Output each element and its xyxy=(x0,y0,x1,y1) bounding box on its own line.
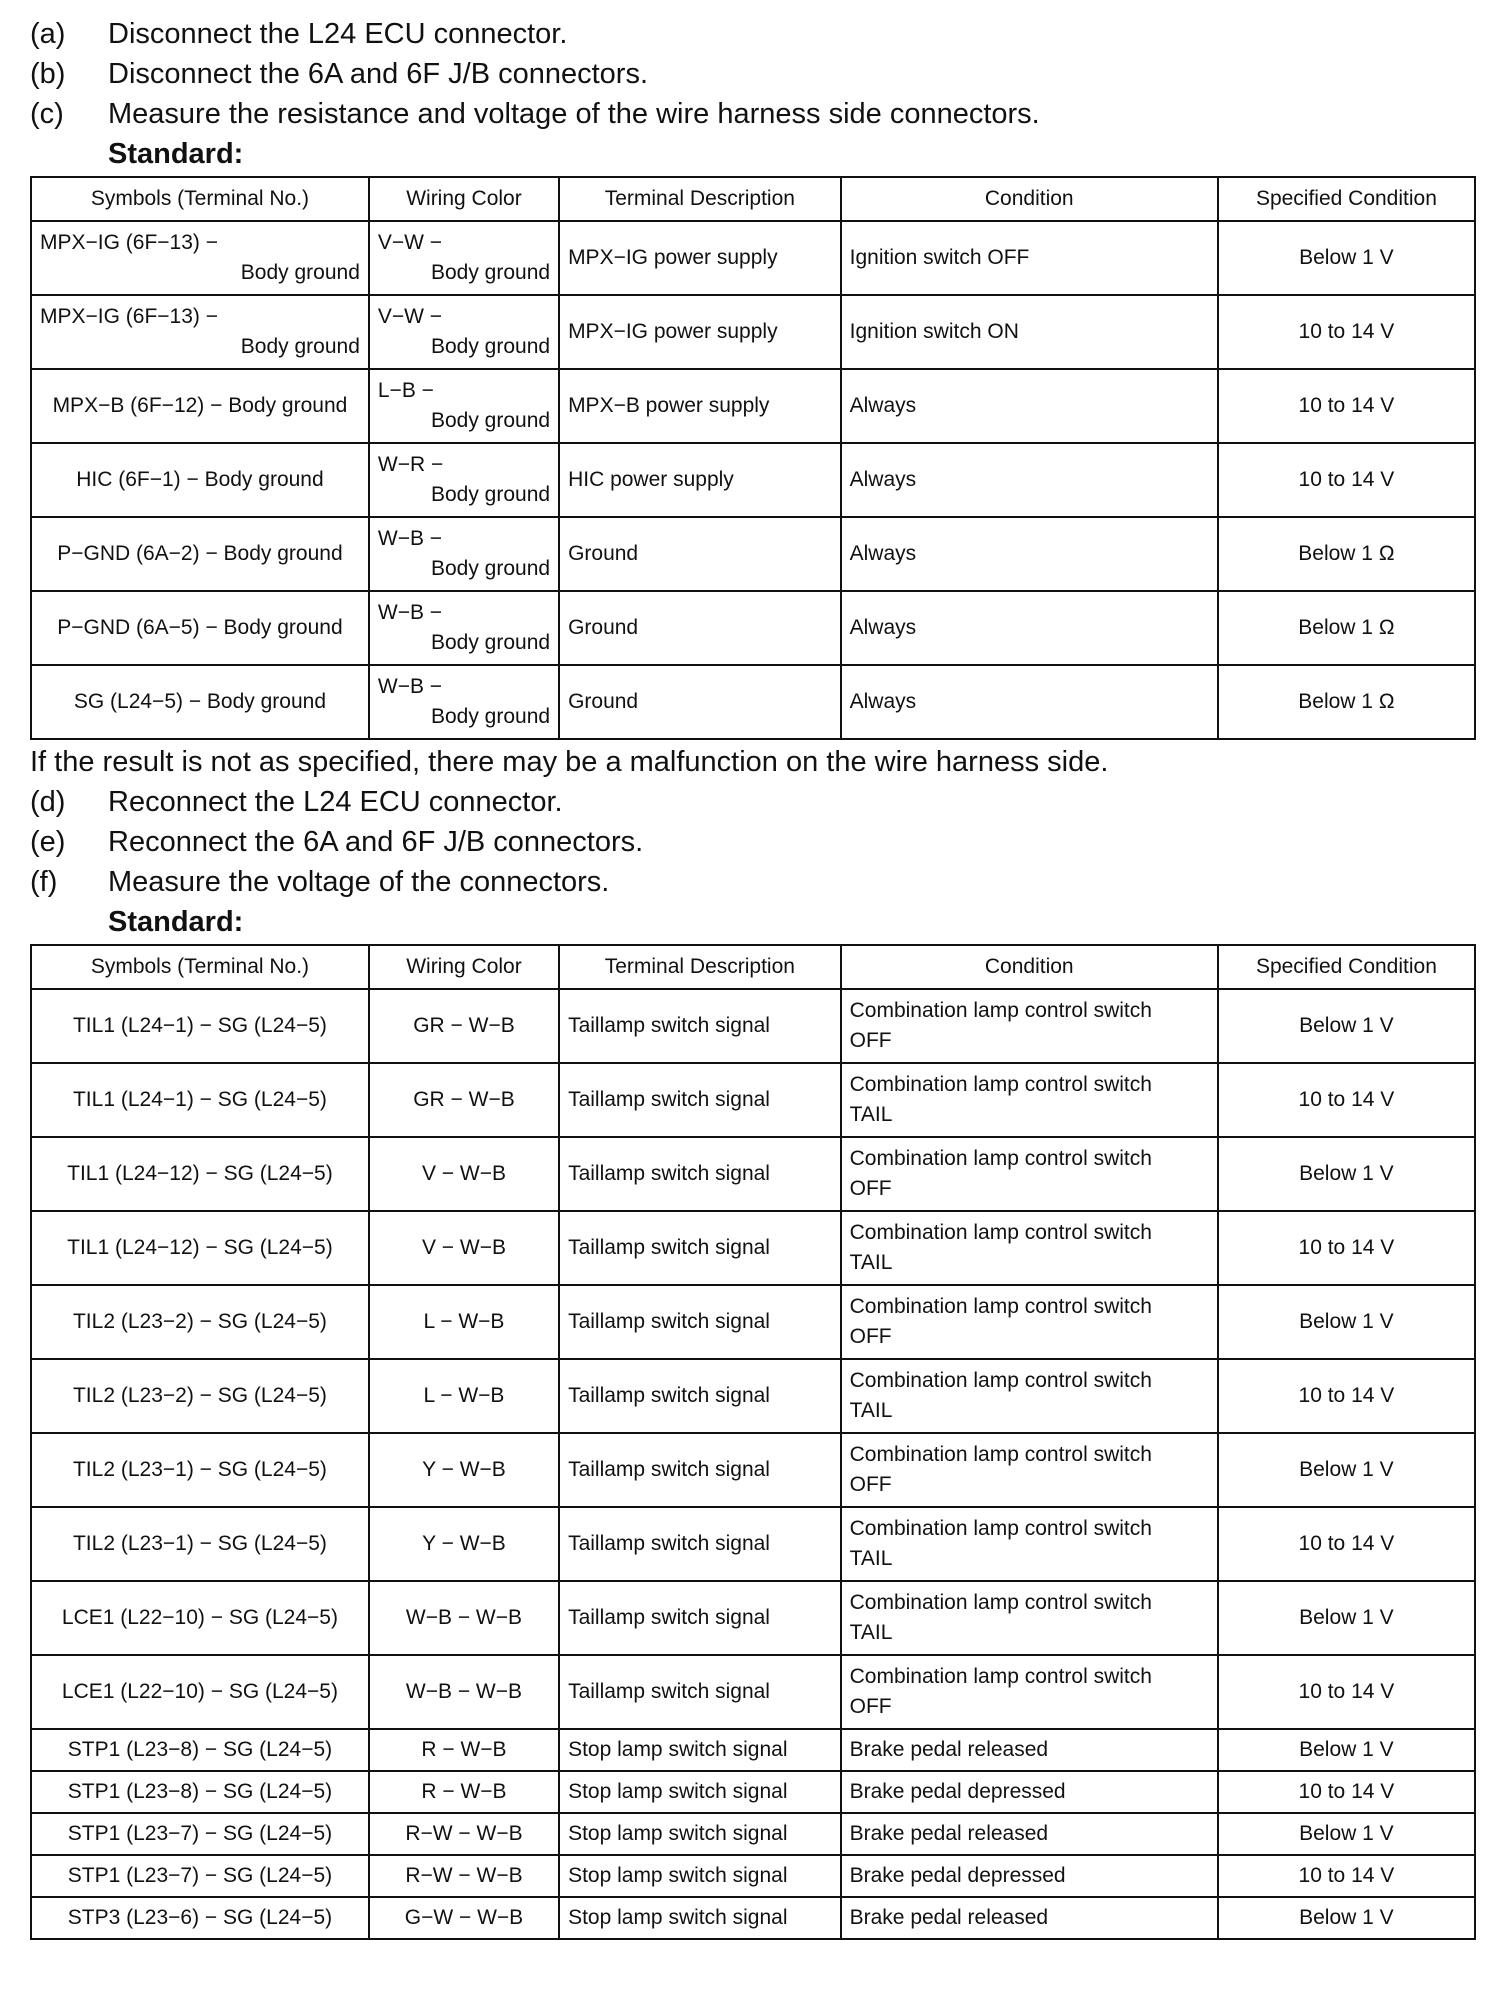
table-row xyxy=(31,1655,1475,1729)
cell-specified: Below 1 V xyxy=(1218,1433,1475,1507)
table2-header-row xyxy=(31,945,1475,989)
cell-description: HIC power supply xyxy=(559,443,841,517)
cell-condition-line1: Combination lamp control switch xyxy=(849,1295,1152,1318)
cell-symbol xyxy=(31,295,369,369)
cell-wiring-color xyxy=(369,443,559,517)
table-row xyxy=(31,1285,1475,1359)
cell-description: Stop lamp switch signal xyxy=(559,1897,841,1939)
step-item xyxy=(30,822,1476,862)
cell-symbol xyxy=(31,221,369,295)
cell-wiring-line1: V−W − xyxy=(377,305,443,328)
cell-wiring-color: V − W−B xyxy=(369,1137,559,1211)
cell-specified: 10 to 14 V xyxy=(1218,1771,1475,1813)
cell-description: Ground xyxy=(559,517,841,591)
step-label: (e) xyxy=(30,826,66,858)
cell-condition-line2: TAIL xyxy=(849,1251,893,1274)
cell-condition: Ignition switch OFF xyxy=(841,221,1218,295)
cell-description: Taillamp switch signal xyxy=(559,1507,841,1581)
cell-condition xyxy=(841,1063,1218,1137)
cell-condition xyxy=(841,1433,1218,1507)
cell-condition-line2: TAIL xyxy=(849,1621,893,1644)
step-text: Disconnect the 6A and 6F J/B connectors. xyxy=(108,58,649,90)
standard-label-2: Standard: xyxy=(108,906,244,938)
cell-symbol: TIL2 (L23−1) − SG (L24−5) xyxy=(31,1507,369,1581)
table-row xyxy=(31,1137,1475,1211)
table-row xyxy=(31,1063,1475,1137)
cell-specified: 10 to 14 V xyxy=(1218,1655,1475,1729)
header-specified-condition: Specified Condition xyxy=(1218,945,1475,989)
header-symbols: Symbols (Terminal No.) xyxy=(31,177,369,221)
malfunction-note: If the result is not as specified, there may be a malfunction on the wire harness side. xyxy=(30,746,1109,778)
cell-condition: Brake pedal released xyxy=(841,1729,1218,1771)
cell-condition: Brake pedal released xyxy=(841,1897,1218,1939)
cell-condition-line1: Combination lamp control switch xyxy=(849,1665,1152,1688)
cell-condition: Brake pedal released xyxy=(841,1813,1218,1855)
cell-symbol: TIL2 (L23−2) − SG (L24−5) xyxy=(31,1359,369,1433)
cell-condition: Always xyxy=(841,517,1218,591)
cell-description: Taillamp switch signal xyxy=(559,1063,841,1137)
cell-wiring-color: V − W−B xyxy=(369,1211,559,1285)
cell-wiring-color xyxy=(369,369,559,443)
cell-condition-line1: Combination lamp control switch xyxy=(849,999,1152,1022)
step-item xyxy=(30,54,1476,94)
cell-wiring-color: R − W−B xyxy=(369,1729,559,1771)
cell-condition-line1: Combination lamp control switch xyxy=(849,1147,1152,1170)
cell-symbol: P−GND (6A−5) − Body ground xyxy=(31,591,369,665)
cell-description: Stop lamp switch signal xyxy=(559,1855,841,1897)
cell-condition xyxy=(841,1211,1218,1285)
cell-wiring-color: R − W−B xyxy=(369,1771,559,1813)
step-item xyxy=(30,862,1476,902)
cell-condition: Always xyxy=(841,443,1218,517)
step-label: (d) xyxy=(30,786,66,818)
cell-wiring-line1: V−W − xyxy=(377,231,443,254)
cell-wiring-line2: Body ground xyxy=(430,705,551,728)
cell-wiring-line2: Body ground xyxy=(430,631,551,654)
cell-symbol: SG (L24−5) − Body ground xyxy=(31,665,369,739)
cell-description: Stop lamp switch signal xyxy=(559,1771,841,1813)
cell-description: Taillamp switch signal xyxy=(559,989,841,1063)
table-row xyxy=(31,1211,1475,1285)
connector-voltage-table xyxy=(30,944,1476,1940)
cell-specified: Below 1 V xyxy=(1218,989,1475,1063)
cell-wiring-line2: Body ground xyxy=(430,261,551,284)
cell-condition-line1: Combination lamp control switch xyxy=(849,1591,1152,1614)
cell-condition-line2: OFF xyxy=(849,1325,892,1348)
cell-symbol: STP3 (L23−6) − SG (L24−5) xyxy=(31,1897,369,1939)
cell-specified: 10 to 14 V xyxy=(1218,1211,1475,1285)
header-terminal-description: Terminal Description xyxy=(559,177,841,221)
cell-specified: 10 to 14 V xyxy=(1218,1507,1475,1581)
cell-symbol-line2: Body ground xyxy=(240,261,360,284)
table-row xyxy=(31,1507,1475,1581)
header-specified-condition: Specified Condition xyxy=(1218,177,1475,221)
table1-header-row xyxy=(31,177,1475,221)
cell-specified: Below 1 V xyxy=(1218,1581,1475,1655)
cell-symbol: MPX−B (6F−12) − Body ground xyxy=(31,369,369,443)
cell-condition-line1: Combination lamp control switch xyxy=(849,1221,1152,1244)
step-text: Reconnect the 6A and 6F J/B connectors. xyxy=(108,826,644,858)
table-row xyxy=(31,1433,1475,1507)
cell-wiring-color xyxy=(369,295,559,369)
cell-description: MPX−IG power supply xyxy=(559,295,841,369)
table-row xyxy=(31,591,1475,665)
header-terminal-description: Terminal Description xyxy=(559,945,841,989)
cell-description: Ground xyxy=(559,665,841,739)
cell-wiring-color: W−B − W−B xyxy=(369,1581,559,1655)
cell-condition xyxy=(841,1507,1218,1581)
cell-condition xyxy=(841,989,1218,1063)
cell-symbol: HIC (6F−1) − Body ground xyxy=(31,443,369,517)
standard-label-1: Standard: xyxy=(108,138,244,170)
cell-description: Taillamp switch signal xyxy=(559,1359,841,1433)
cell-symbol: TIL2 (L23−1) − SG (L24−5) xyxy=(31,1433,369,1507)
table-row xyxy=(31,1813,1475,1855)
cell-wiring-color: GR − W−B xyxy=(369,989,559,1063)
cell-specified: Below 1 V xyxy=(1218,1137,1475,1211)
cell-symbol-line1: MPX−IG (6F−13) − xyxy=(40,305,218,328)
cell-specified: Below 1 V xyxy=(1218,221,1475,295)
step-item xyxy=(30,14,1476,54)
cell-symbol: STP1 (L23−7) − SG (L24−5) xyxy=(31,1813,369,1855)
cell-condition xyxy=(841,1581,1218,1655)
cell-condition-line1: Combination lamp control switch xyxy=(849,1443,1152,1466)
cell-condition: Ignition switch ON xyxy=(841,295,1218,369)
cell-wiring-color xyxy=(369,517,559,591)
steps-top xyxy=(30,14,1476,134)
cell-wiring-color xyxy=(369,221,559,295)
cell-condition: Brake pedal depressed xyxy=(841,1855,1218,1897)
table-row xyxy=(31,1359,1475,1433)
header-wiring-color: Wiring Color xyxy=(369,177,559,221)
header-condition: Condition xyxy=(841,945,1218,989)
cell-condition xyxy=(841,1285,1218,1359)
cell-wiring-line1: W−B − xyxy=(377,601,443,624)
steps-bottom xyxy=(30,782,1476,902)
cell-wiring-line2: Body ground xyxy=(430,483,551,506)
cell-condition: Always xyxy=(841,665,1218,739)
cell-symbol: STP1 (L23−8) − SG (L24−5) xyxy=(31,1771,369,1813)
cell-specified: Below 1 Ω xyxy=(1218,517,1475,591)
cell-condition-line1: Combination lamp control switch xyxy=(849,1517,1152,1540)
cell-description: MPX−IG power supply xyxy=(559,221,841,295)
step-text: Disconnect the L24 ECU connector. xyxy=(108,18,568,50)
cell-wiring-color: L − W−B xyxy=(369,1359,559,1433)
table-row xyxy=(31,1771,1475,1813)
cell-wiring-color: R−W − W−B xyxy=(369,1855,559,1897)
cell-symbol: TIL1 (L24−1) − SG (L24−5) xyxy=(31,1063,369,1137)
cell-specified: Below 1 Ω xyxy=(1218,591,1475,665)
cell-wiring-color xyxy=(369,591,559,665)
cell-description: Stop lamp switch signal xyxy=(559,1813,841,1855)
cell-specified: Below 1 Ω xyxy=(1218,665,1475,739)
cell-condition-line2: TAIL xyxy=(849,1547,893,1570)
table-row xyxy=(31,369,1475,443)
cell-symbol: STP1 (L23−8) − SG (L24−5) xyxy=(31,1729,369,1771)
cell-wiring-color: Y − W−B xyxy=(369,1433,559,1507)
step-label: (f) xyxy=(30,866,58,898)
step-text: Reconnect the L24 ECU connector. xyxy=(108,786,563,818)
cell-wiring-color: G−W − W−B xyxy=(369,1897,559,1939)
cell-specified: 10 to 14 V xyxy=(1218,1855,1475,1897)
cell-description: Taillamp switch signal xyxy=(559,1285,841,1359)
cell-wiring-line1: W−R − xyxy=(377,453,444,476)
cell-specified: 10 to 14 V xyxy=(1218,295,1475,369)
cell-wiring-line2: Body ground xyxy=(430,557,551,580)
cell-symbol: LCE1 (L22−10) − SG (L24−5) xyxy=(31,1655,369,1729)
cell-symbol: STP1 (L23−7) − SG (L24−5) xyxy=(31,1855,369,1897)
cell-wiring-color: W−B − W−B xyxy=(369,1655,559,1729)
cell-wiring-color: GR − W−B xyxy=(369,1063,559,1137)
cell-condition-line2: OFF xyxy=(849,1695,892,1718)
step-item xyxy=(30,94,1476,134)
cell-wiring-line2: Body ground xyxy=(430,335,551,358)
table-row xyxy=(31,1855,1475,1897)
cell-symbol: TIL2 (L23−2) − SG (L24−5) xyxy=(31,1285,369,1359)
table-row xyxy=(31,665,1475,739)
step-label: (b) xyxy=(30,58,66,90)
cell-condition-line2: OFF xyxy=(849,1029,892,1052)
header-condition: Condition xyxy=(841,177,1218,221)
cell-description: Ground xyxy=(559,591,841,665)
step-text: Measure the voltage of the connectors. xyxy=(108,866,610,898)
cell-wiring-line1: L−B − xyxy=(377,379,434,402)
cell-symbol: TIL1 (L24−1) − SG (L24−5) xyxy=(31,989,369,1063)
cell-condition: Always xyxy=(841,591,1218,665)
table-row xyxy=(31,1581,1475,1655)
cell-description: Taillamp switch signal xyxy=(559,1137,841,1211)
cell-condition-line2: TAIL xyxy=(849,1399,893,1422)
cell-wiring-color xyxy=(369,665,559,739)
table-row xyxy=(31,1729,1475,1771)
table-row xyxy=(31,295,1475,369)
step-label: (a) xyxy=(30,18,66,50)
harness-resistance-voltage-table xyxy=(30,176,1476,740)
step-item xyxy=(30,782,1476,822)
cell-specified: 10 to 14 V xyxy=(1218,1063,1475,1137)
cell-wiring-color: R−W − W−B xyxy=(369,1813,559,1855)
table-row xyxy=(31,517,1475,591)
cell-description: Taillamp switch signal xyxy=(559,1433,841,1507)
cell-symbol: LCE1 (L22−10) − SG (L24−5) xyxy=(31,1581,369,1655)
cell-wiring-color: Y − W−B xyxy=(369,1507,559,1581)
cell-condition-line2: TAIL xyxy=(849,1103,893,1126)
cell-specified: Below 1 V xyxy=(1218,1729,1475,1771)
cell-specified: Below 1 V xyxy=(1218,1813,1475,1855)
cell-specified: 10 to 14 V xyxy=(1218,443,1475,517)
table-row xyxy=(31,989,1475,1063)
cell-description: Stop lamp switch signal xyxy=(559,1729,841,1771)
cell-specified: Below 1 V xyxy=(1218,1285,1475,1359)
header-wiring-color: Wiring Color xyxy=(369,945,559,989)
cell-wiring-line2: Body ground xyxy=(430,409,551,432)
cell-wiring-line1: W−B − xyxy=(377,675,443,698)
cell-symbol: TIL1 (L24−12) − SG (L24−5) xyxy=(31,1211,369,1285)
step-text: Measure the resistance and voltage of the wire harness side connectors. xyxy=(108,98,1040,130)
cell-description: MPX−B power supply xyxy=(559,369,841,443)
cell-condition-line1: Combination lamp control switch xyxy=(849,1369,1152,1392)
table-row xyxy=(31,1897,1475,1939)
cell-condition xyxy=(841,1359,1218,1433)
document xyxy=(30,14,1476,1942)
cell-wiring-color: L − W−B xyxy=(369,1285,559,1359)
cell-symbol: TIL1 (L24−12) − SG (L24−5) xyxy=(31,1137,369,1211)
cell-condition-line2: OFF xyxy=(849,1473,892,1496)
cell-description: Taillamp switch signal xyxy=(559,1211,841,1285)
cell-condition xyxy=(841,1137,1218,1211)
table-row xyxy=(31,221,1475,295)
step-label: (c) xyxy=(30,98,64,130)
cell-condition-line2: OFF xyxy=(849,1177,892,1200)
cell-specified: 10 to 14 V xyxy=(1218,369,1475,443)
header-symbols: Symbols (Terminal No.) xyxy=(31,945,369,989)
cell-condition: Brake pedal depressed xyxy=(841,1771,1218,1813)
table-row xyxy=(31,443,1475,517)
cell-condition: Always xyxy=(841,369,1218,443)
cell-wiring-line1: W−B − xyxy=(377,527,443,550)
cell-symbol-line1: MPX−IG (6F−13) − xyxy=(40,231,218,254)
cell-condition xyxy=(841,1655,1218,1729)
cell-description: Taillamp switch signal xyxy=(559,1581,841,1655)
cell-description: Taillamp switch signal xyxy=(559,1655,841,1729)
cell-specified: 10 to 14 V xyxy=(1218,1359,1475,1433)
cell-symbol-line2: Body ground xyxy=(240,335,360,358)
cell-symbol: P−GND (6A−2) − Body ground xyxy=(31,517,369,591)
cell-specified: Below 1 V xyxy=(1218,1897,1475,1939)
cell-condition-line1: Combination lamp control switch xyxy=(849,1073,1152,1096)
